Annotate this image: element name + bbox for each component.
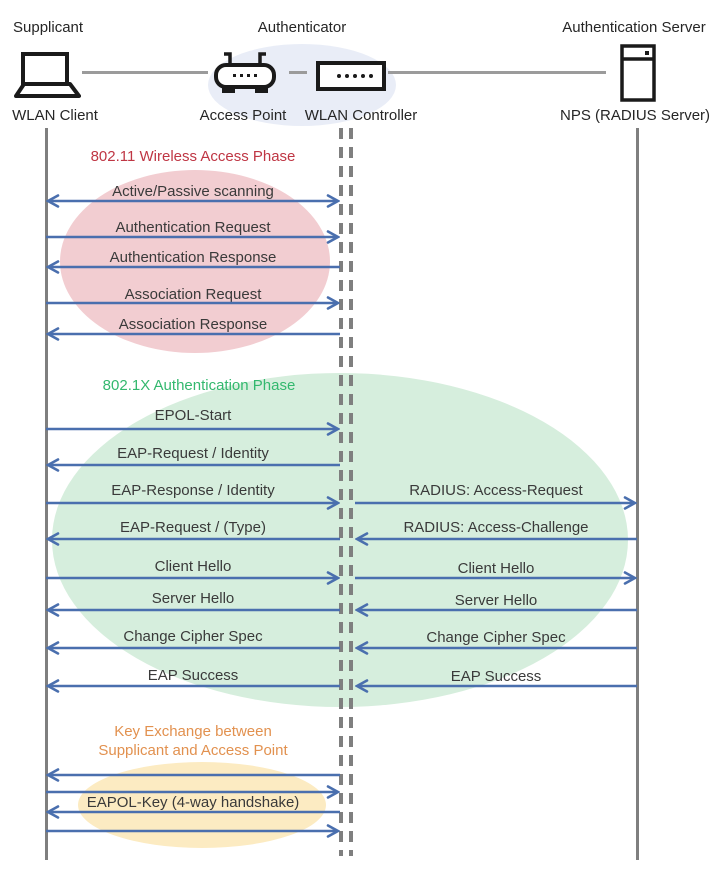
message-arrow: [355, 496, 637, 510]
device-label-nps-radius-server: NPS (RADIUS Server): [560, 107, 711, 124]
message-arrow: [46, 603, 340, 617]
connector-line-client-ap: [82, 71, 208, 74]
lifeline-authenticator-dashed-right: [349, 128, 353, 856]
message-arrow: [46, 805, 340, 819]
phase-title-key-exchange: [46, 722, 340, 760]
message-label: EPOL-Start: [154, 407, 232, 424]
message-arrow: [355, 641, 637, 655]
message-arrow: [46, 641, 340, 655]
message-arrow: [355, 603, 637, 617]
device-label-wlan-client: WLAN Client: [12, 107, 98, 124]
message-label: EAPOL-Key (4-way handshake): [86, 794, 300, 811]
message-arrow: [46, 230, 340, 244]
message-arrow: [46, 679, 340, 693]
message-arrow: [46, 571, 340, 585]
laptop-icon: [13, 52, 81, 99]
access-point-icon: [213, 50, 277, 98]
phase-title-key-exchange-line1: Key Exchange between: [114, 723, 272, 740]
message-label: Association Request: [124, 286, 262, 303]
phase-title-wireless-access: 802.11 Wireless Access Phase: [90, 148, 296, 165]
message-label: Active/Passive scanning: [112, 183, 274, 200]
message-arrow: [46, 824, 340, 838]
message-arrow: [355, 532, 637, 546]
phase-title-key-exchange-line2: Supplicant and Access Point: [98, 742, 288, 759]
message-arrow: [46, 260, 340, 274]
actor-title-supplicant: Supplicant: [13, 19, 84, 36]
message-label: Server Hello: [454, 592, 538, 609]
message-label: EAP Success: [450, 668, 542, 685]
connector-line-wlc-server: [388, 71, 606, 74]
message-label: RADIUS: Access-Request: [409, 482, 583, 499]
message-label: EAP-Request / Identity: [117, 445, 269, 462]
message-label: Authentication Response: [109, 249, 277, 266]
message-arrow: [355, 571, 637, 585]
connector-line-ap-wlc: [289, 71, 307, 74]
device-label-wlan-controller: WLAN Controller: [304, 107, 418, 124]
message-arrow: [46, 327, 340, 341]
message-label: Client Hello: [457, 560, 535, 577]
message-arrow: [46, 532, 340, 546]
message-label: EAP Success: [147, 667, 239, 684]
message-label: EAP-Request / (Type): [120, 519, 266, 536]
message-arrow: [46, 296, 340, 310]
message-label: Change Cipher Spec: [426, 629, 566, 646]
message-label: Change Cipher Spec: [123, 628, 263, 645]
message-arrow: [46, 422, 340, 436]
message-arrow: [46, 496, 340, 510]
message-label: RADIUS: Access-Challenge: [403, 519, 589, 536]
message-arrow: [355, 679, 637, 693]
server-icon: [620, 44, 657, 102]
wlan-controller-icon: [316, 61, 386, 91]
message-label: EAP-Response / Identity: [111, 482, 275, 499]
message-arrow: [46, 194, 340, 208]
message-label: Association Response: [118, 316, 268, 333]
message-label: Client Hello: [154, 558, 232, 575]
message-label: Server Hello: [151, 590, 235, 607]
actor-title-authentication-server: Authentication Server: [562, 19, 706, 36]
message-arrow: [46, 458, 340, 472]
message-label: Authentication Request: [115, 219, 271, 236]
device-label-access-point: Access Point: [199, 107, 287, 124]
phase-title-dot1x-authentication: 802.1X Authentication Phase: [102, 377, 296, 394]
actor-title-authenticator: Authenticator: [257, 19, 347, 36]
message-arrow: [46, 768, 340, 782]
